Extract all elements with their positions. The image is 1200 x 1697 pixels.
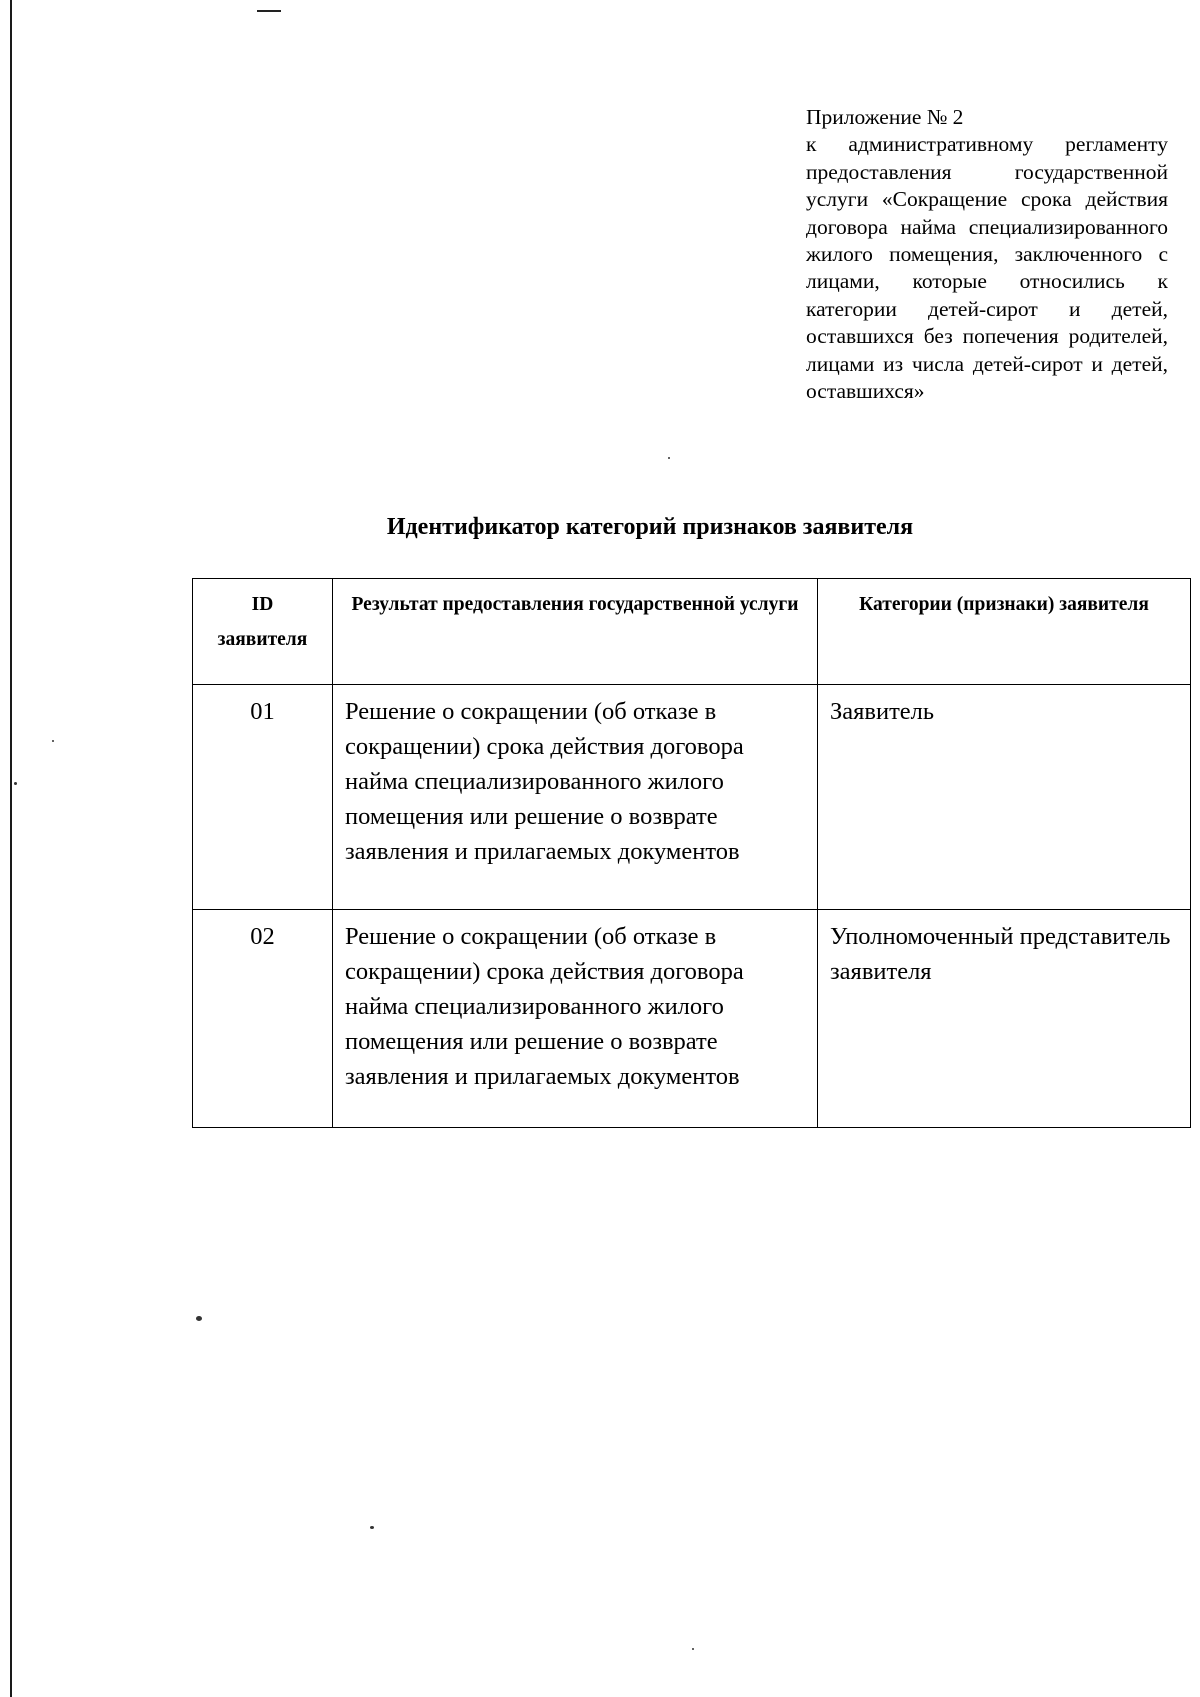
cell-service-result: Решение о сокращении (об отказе в сокращении) срока действия договора найма специализированного жилого помещения или решение о возврате заявления и прилагаемых документов	[333, 910, 818, 1128]
cell-applicant-id: 01	[193, 685, 333, 910]
scan-speck	[692, 1648, 694, 1650]
appendix-note	[806, 104, 1168, 405]
cell-applicant-category: Заявитель	[818, 685, 1191, 910]
scan-speck	[668, 457, 670, 459]
header-applicant-id	[193, 579, 333, 685]
scan-speck	[52, 740, 54, 742]
appendix-number: Приложение № 2	[806, 105, 964, 129]
cell-applicant-id: 02	[193, 910, 333, 1128]
header-id-sublabel: заявителя	[217, 629, 308, 650]
scan-speck	[14, 782, 17, 785]
table-row	[193, 685, 1191, 910]
table-row	[193, 910, 1191, 1128]
scan-speck	[196, 1316, 202, 1321]
header-service-result: Результат предоставления государственной услуги	[333, 579, 818, 685]
scan-speck	[370, 1526, 374, 1529]
table-header-row	[193, 579, 1191, 685]
scan-edge-line	[10, 0, 12, 1697]
cell-applicant-category: Уполномоченный представитель заявителя	[818, 910, 1191, 1128]
header-id-label: ID	[251, 594, 274, 615]
cell-service-result: Решение о сокращении (об отказе в сокращении) срока действия договора найма специализированного жилого помещения или решение о возврате заявления и прилагаемых документов	[333, 685, 818, 910]
document-title: Идентификатор категорий признаков заявителя	[386, 514, 914, 540]
applicant-category-table	[192, 578, 1191, 1128]
appendix-text: к административному регламенту предоставления государственной услуги «Сокращение срока действия договора найма специализированного жилого помещения, заключенного с лицами, которые относились к категории детей-сирот и детей, оставшихся без попечения родителей, лицами из числа детей-сирот и детей, оставшихся»	[806, 132, 1168, 404]
scan-mark	[257, 10, 281, 12]
header-applicant-category: Категории (признаки) заявителя	[818, 579, 1191, 685]
